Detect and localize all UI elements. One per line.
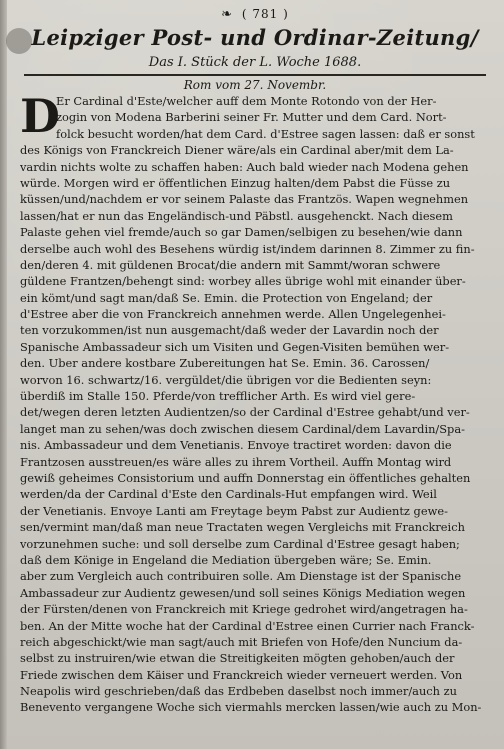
text-line: der Venetianis. Envoye Lanti am Freytage beym Pabst zur Audientz gewe-	[20, 503, 448, 518]
text-line: güldene Frantzen/behengt sind: worbey alles übrige wohl mit einander über-	[20, 274, 466, 289]
text-line: worvon 16. schwartz/16. vergüldet/die übrigen vor die Bedienten seyn:	[20, 372, 432, 387]
text-line: Spanische Ambassadeur sich um Visiten und Gegen-Visiten bemühen wer-	[20, 339, 450, 354]
text-line: derselbe auch wohl des Besehens würdig ist/indem darinnen 8. Zimmer zu fin-	[20, 241, 475, 256]
page-number: ( 781 )	[241, 7, 289, 21]
text-line: Frantzosen ausstreuen/es wäre alles zu ihrem Vortheil. Auffn Montag wird	[20, 454, 452, 469]
text-line: Palaste gehen viel fremde/auch so gar Damen/selbigen zu besehen/wie dann	[20, 225, 463, 240]
text-line: vorzunehmen suche: und soll derselbe zum Cardinal d'Estree gesagt haben;	[20, 536, 460, 551]
text-line: ten vorzukommen/ist nun ausgemacht/daß weder der Lavardin noch der	[20, 323, 439, 338]
text-line: folck besucht worden/hat dem Card. d'Estree sagen lassen: daß er sonst	[56, 126, 475, 141]
issue-line: Das I. Stück der L. Woche 1688.	[148, 55, 362, 70]
text-line: Er Cardinal d'Este/welcher auff dem Monte Rotondo von der Her-	[56, 94, 437, 108]
text-line: küssen/und/nachdem er vor seinem Palaste das Frantzös. Wapen wegnehmen	[20, 192, 469, 207]
text-line: lassen/hat er nun das Engeländisch-und Päbstl. ausgehenckt. Nach diesem	[20, 208, 453, 223]
text-line: der Fürsten/denen von Franckreich mit Kriege gedrohet wird/angetragen ha-	[20, 602, 468, 617]
text-line: des Königs von Franckreich Diener wäre/als ein Cardinal aber/mit dem La-	[20, 143, 454, 158]
text-line: würde. Morgen wird er öffentlichen Einzug halten/dem Pabst die Füsse zu	[20, 175, 451, 190]
text-line: vardin nichts wolte zu schaffen haben: Auch bald wieder nach Modena gehen	[20, 159, 469, 174]
text-line: gewiß geheimes Consistorium und auffn Donnerstag ein öffentliches gehalten	[20, 470, 471, 485]
text-line: det/wegen deren letzten Audientzen/so der Cardinal d'Estree gehabt/und ver-	[20, 405, 470, 420]
text-line: zogin von Modena Barberini seiner Fr. Mutter und dem Card. Nort-	[56, 110, 447, 125]
masthead-title: Leipziger Post- und Ordinar-Zeitung/	[31, 25, 479, 50]
text-line: Benevento vergangene Woche sich viermahls mercken lassen/wie auch zu Mon-	[20, 700, 482, 715]
ink-stain	[6, 28, 32, 54]
text-line: langet man zu sehen/was doch zwischen diesem Cardinal/dem Lavardin/Spa-	[20, 421, 465, 436]
text-line: selbst zu instruiren/wie etwan die Streitigkeiten mögten gehoben/auch der	[20, 651, 455, 666]
text-line: ein kömt/und sagt man/daß Se. Emin. die Protection von Engeland; der	[20, 290, 433, 305]
header-rule	[24, 74, 486, 76]
text-line: überdiß im Stalle 150. Pferde/von trefflicher Arth. Es wird viel gere-	[20, 389, 416, 404]
text-line: den/deren 4. mit güldenen Brocat/die andern mit Sammt/woran schwere	[20, 257, 441, 272]
text-line: den. Uber andere kostbare Zubereitungen hat Se. Emin. 36. Carossen/	[20, 356, 430, 371]
text-line: Ambassadeur zur Audientz gewesen/und soll seines Königs Mediation wegen	[20, 585, 466, 600]
article-body	[20, 89, 490, 716]
text-line: sen/vermint man/daß man neue Tractaten wegen Vergleichs mit Franckreich	[20, 520, 465, 535]
fleuron-ornament-icon: ❧	[221, 7, 234, 22]
text-line: ben. An der Mitte woche hat der Cardinal d'Estree einen Currier nach Franck-	[20, 618, 475, 633]
drop-cap-initial: D	[20, 89, 60, 143]
text-line: werden/da der Cardinal d'Este den Cardinals-Hut empfangen wird. Weil	[20, 487, 437, 502]
text-line: d'Estree aber die von Franckreich annehmen werde. Allen Ungelegenhei-	[20, 307, 446, 322]
page-number-line	[20, 6, 490, 22]
text-line: nis. Ambassadeur und dem Venetianis. Envoye tractiret worden: davon die	[20, 438, 452, 453]
page-edge-shadow	[0, 0, 7, 749]
text-line: Friede zwischen dem Käiser und Franckreich wieder verneuert werden. Von	[20, 667, 463, 682]
text-line: aber zum Vergleich auch contribuiren solle. Am Dienstage ist der Spanische	[20, 569, 462, 584]
text-line: daß dem Könige in Engeland die Mediation übergeben wäre; Se. Emin.	[20, 552, 432, 567]
article-dateline: Rom vom 27. Novembr.	[183, 78, 327, 92]
text-line: Neapolis wird geschrieben/daß das Erdbeben daselbst noch immer/auch zu	[20, 684, 457, 699]
text-line: reich abgeschickt/wie man sagt/auch mit Briefen von Hofe/den Nuncium da-	[20, 634, 463, 649]
